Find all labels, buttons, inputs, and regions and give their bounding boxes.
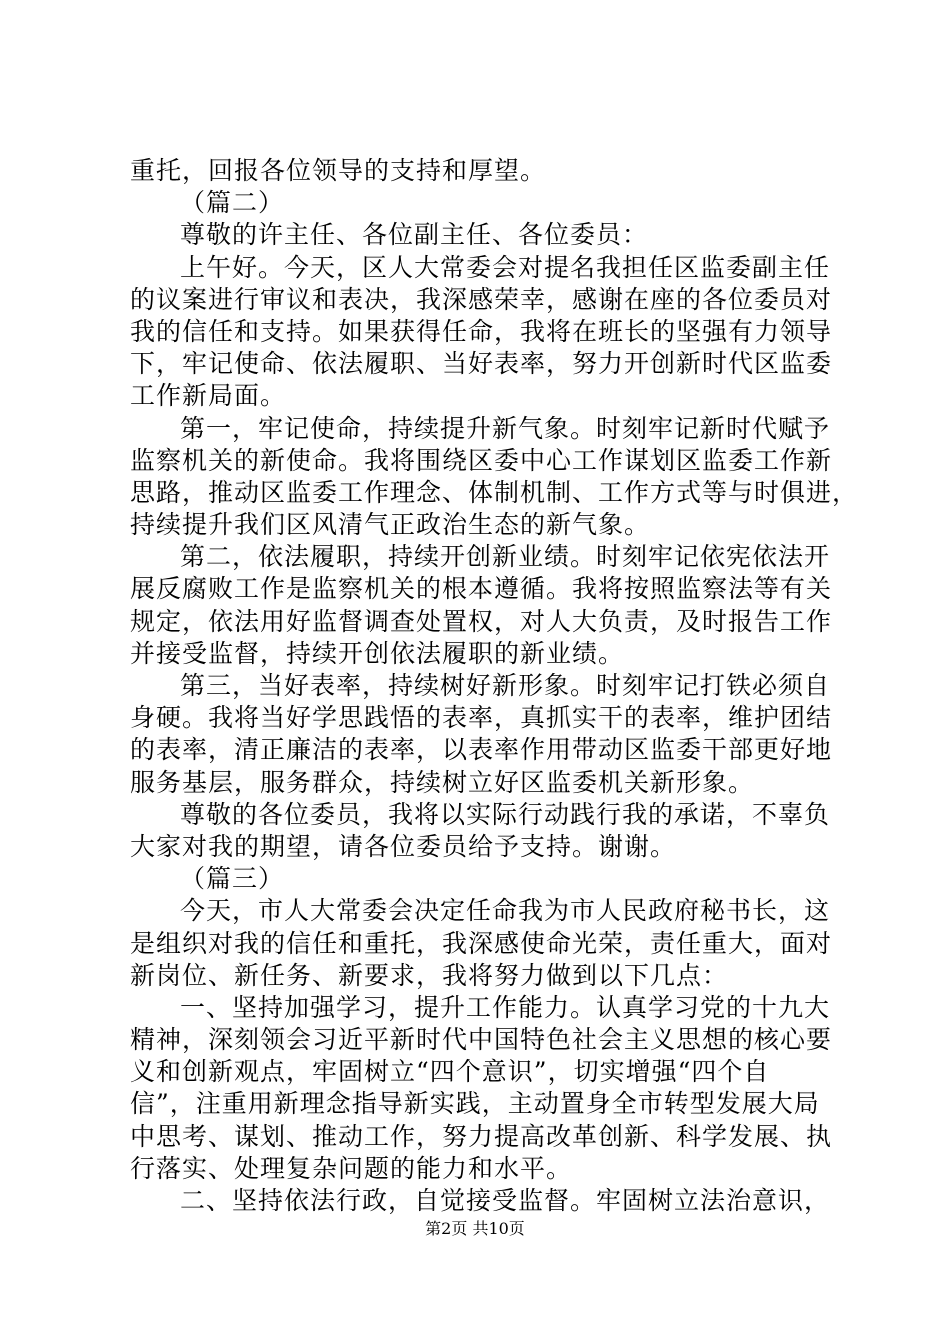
text-line: 行落实、处理复杂问题的能力和水平。: [130, 1153, 573, 1183]
text-line: 一、坚持加强学习，提升工作能力。认真学习党的十九大: [180, 992, 831, 1022]
section-heading: （篇二）: [180, 188, 285, 218]
text-line: 第三，当好表率，持续树好新形象。时刻牢记打铁必须自: [180, 671, 831, 700]
text-line: 并接受监督，持续开创依法履职的新业绩。: [130, 638, 625, 668]
text-line: 身硬。我将当好学思践悟的表率，真抓实干的表率，维护团结: [130, 703, 833, 733]
text-line: 的表率，清正廉洁的表率，以表率作用带动区监委干部更好地: [130, 735, 833, 765]
text-line: 中思考、谋划、推动工作，努力提高改革创新、科学发展、执: [130, 1121, 833, 1151]
text-line: 大家对我的期望，请各位委员给予支持。谢谢。: [130, 831, 677, 861]
text-line: 展反腐败工作是监察机关的根本遵循。我将按照监察法等有关: [130, 574, 833, 604]
salutation: 尊敬的许主任、各位副主任、各位委员：: [180, 220, 649, 250]
text-line: 上午好。今天，区人大常委会对提名我担任区监委副主任: [180, 252, 831, 282]
text-line: 今天，市人大常委会决定任命我为市人民政府秘书长，这: [180, 896, 831, 926]
text-line: 第一，牢记使命，持续提升新气象。时刻牢记新时代赋予: [180, 413, 831, 443]
text-line: 监察机关的新使命。我将围绕区委中心工作谋划区监委工作新: [130, 445, 833, 475]
text-line: 服务基层，服务群众，持续树立好区监委机关新形象。: [130, 767, 755, 797]
text-line: 工作新局面。: [130, 381, 287, 411]
text-line: 重托，回报各位领导的支持和厚望。: [130, 156, 547, 185]
text-line: 的议案进行审议和表决，我深感荣幸，感谢在座的各位委员对: [130, 284, 833, 314]
text-line: 是组织对我的信任和重托，我深感使命光荣，责任重大，面对: [130, 928, 833, 958]
text-line: 持续提升我们区风清气正政治生态的新气象。: [130, 510, 651, 540]
text-line: 精神，深刻领会习近平新时代中国特色社会主义思想的核心要: [130, 1025, 833, 1055]
text-line: 信”，注重用新理念指导新实践，主动置身全市转型发展大局: [130, 1089, 820, 1119]
section-heading: （篇三）: [180, 864, 285, 894]
text-line: 第二，依法履职，持续开创新业绩。时刻牢记依宪依法开: [180, 542, 831, 572]
text-line: 规定，依法用好监督调查处置权，对人大负责，及时报告工作: [130, 606, 833, 636]
text-line: 下，牢记使命、依法履职、当好表率，努力开创新时代区监委: [130, 349, 833, 379]
body-text: [130, 155, 859, 1217]
page-footer: 第2页 共10页: [425, 1219, 525, 1238]
text-line: 新岗位、新任务、新要求，我将努力做到以下几点：: [130, 960, 729, 990]
text-line: 二、坚持依法行政，自觉接受监督。牢固树立法治意识，: [180, 1186, 831, 1215]
text-line: 我的信任和支持。如果获得任命，我将在班长的坚强有力领导: [130, 316, 833, 346]
text-line: 尊敬的各位委员，我将以实际行动践行我的承诺，不辜负: [180, 799, 831, 829]
text-line: 思路，推动区监委工作理念、体制机制、工作方式等与时俱进，: [130, 477, 859, 507]
text-line: 义和创新观点，牢固树立“四个意识”，切实增强“四个自: [130, 1057, 770, 1087]
